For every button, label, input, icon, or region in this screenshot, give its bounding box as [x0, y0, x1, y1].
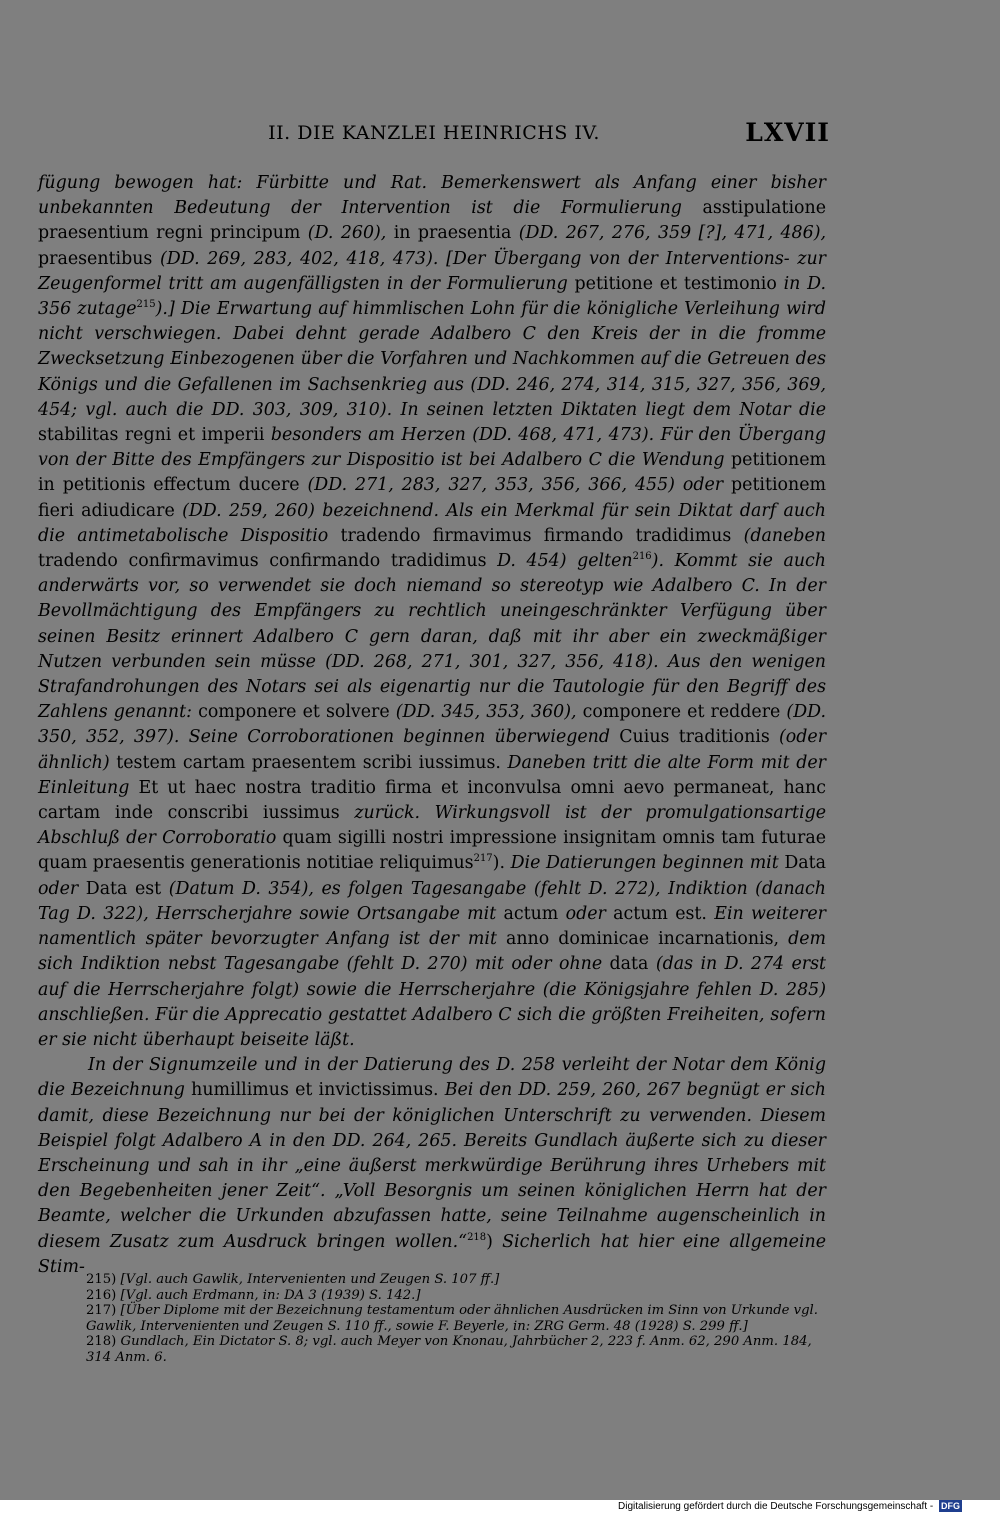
- footnote-number: 217): [86, 1303, 117, 1318]
- text-run-roman: quam sigilli nostri impressione insignitam omnis tam futurae quam praesentis generationis notitiae reliquimus: [38, 828, 826, 874]
- text-run-roman: data: [609, 954, 656, 975]
- text-run-italic: (DD. 259, 260) bezeichnend. Als ein Merkmal für sein Diktat darf auch die antimetabolische Dispositio: [38, 500, 826, 546]
- footnote-218: [86, 1334, 826, 1365]
- text-run-roman: actum: [503, 903, 566, 924]
- page-header: [38, 118, 830, 150]
- text-run-roman: Et ut haec nostra traditio firma et inconvulsa omni aevo permaneat, hanc cartam inde conscribi iussimus: [38, 777, 826, 824]
- footnote-text: Gundlach, Ein Dictator S. 8; vgl. auch Meyer von Knonau, Jahrbücher 2, 223 f. Anm. 62, 290 Anm. 184, 314 Anm. 6.: [86, 1334, 812, 1365]
- running-title: II. DIE KANZLEI HEINRICHS IV.: [268, 122, 600, 144]
- text-run-roman: anno dominicae incarnationis,: [505, 929, 789, 950]
- text-run-italic: (DD. 345, 353, 360),: [395, 702, 577, 723]
- dfg-logo: DFG: [941, 1501, 960, 1511]
- text-run-italic: (oder ähnlich): [38, 727, 827, 773]
- digitization-credit: [618, 1500, 962, 1514]
- text-run-italic: in D. 356 zutage: [38, 273, 826, 320]
- text-run-roman: ).: [492, 853, 511, 874]
- text-run-roman: Data est: [85, 878, 169, 899]
- paragraph-1: [38, 171, 826, 1053]
- footnote-number: 215): [86, 1272, 117, 1287]
- page-number: LXVII: [745, 118, 830, 147]
- footnote-text: [Vgl. auch Erdmann, in: DA 3 (1939) S. 142.]: [120, 1287, 421, 1303]
- text-run-roman: petitionem fieri adiudicare: [38, 475, 826, 521]
- text-run-italic: D. 454) gelten: [497, 551, 633, 572]
- text-run-italic: (DD. 350, 352, 397). Seine Corroborationen beginnen überwiegend: [38, 702, 826, 748]
- text-run-roman: componere et solvere: [198, 702, 396, 723]
- text-run-roman: humillimus et invictissimus.: [191, 1080, 445, 1101]
- text-run-italic: ). Kommt sie auch anderwärts vor, so verwendet sie doch niemand so stereotyp wie Adalbero C. In der Bevollmächtigung des Empfängers zu rechtlich uneingeschränkter Verfügung über seinen Besitz erinnert Adalbero C gern daran, daß mit ihr aber ein zweckmäßiger Nutzen verbunden sein müsse (DD. 268, 271, 301, 327, 356, 418). Aus den wenigen Strafandrohungen des Notars sei als eigenartig nur die Tautologie für den Begriff des Zahlens genannt:: [38, 551, 826, 723]
- footnote-ref: 218: [467, 1231, 487, 1243]
- text-run-italic: (Datum D. 354), es folgen Tagesangabe (fehlt D. 272), Indiktion (danach Tag D. 322), Herrscherjahre sowie Ortsangabe mit: [38, 878, 826, 924]
- text-run-roman: stabilitas regni et imperii: [38, 425, 271, 446]
- footnote-text: [Über Diplome mit der Bezeichnung testamentum oder ähnlichen Ausdrücken im Sinn von Urkunde vgl. Gawlik, Intervenienten und Zeugen S. 110 ff., sowie F. Beyerle, in: ZRG Germ. 48 (1928) S. 299 ff.]: [86, 1303, 818, 1334]
- footnote-ref: 217: [473, 853, 493, 865]
- body-text: [38, 171, 826, 1280]
- text-run-italic: Ein weiterer namentlich später bevorzugter Anfang ist der mit: [38, 903, 826, 950]
- text-run-roman: Data: [784, 853, 827, 874]
- text-run-roman: petitionem in petitionis effectum ducere: [38, 450, 826, 496]
- footnotes: [86, 1272, 826, 1365]
- text-run-italic: In der Signumzeile und in der Datierung des D. 258 verleiht der Notar dem König die Bezeichnung: [38, 1055, 826, 1101]
- text-run-italic: zurück. Wirkungsvoll ist der promulgationsartige Abschluß der Corroboratio: [38, 803, 826, 849]
- text-run-italic: Die Datierungen beginnen mit: [510, 853, 785, 874]
- text-run-roman: in praesentia: [386, 223, 519, 244]
- text-run-roman: componere et reddere: [576, 702, 787, 723]
- credit-text: Digitalisierung gefördert durch die Deutsche Forschungsgemeinschaft -: [618, 1501, 934, 1512]
- text-run-italic: (DD. 269, 283, 402, 418, 473). [Der Übergang von der Interventions- zur Zeugenformel tritt am augenfälligsten in der Formulierung: [38, 248, 826, 294]
- text-run-roman: ): [486, 1231, 503, 1252]
- text-run-roman: actum est.: [613, 903, 715, 924]
- text-run-italic: fügung bewogen hat: Fürbitte und Rat. Bemerkenswert als Anfang einer bisher unbekannten Bedeutung der Intervention ist die Formulierung: [38, 173, 826, 219]
- footnote-number: 218): [86, 1334, 117, 1349]
- text-run-italic: (DD. 267, 276, 359 [?], 471, 486),: [518, 223, 827, 244]
- text-run-roman: petitione et testimonio: [574, 273, 784, 294]
- paragraph-2: [38, 1053, 826, 1280]
- footnote-217: [86, 1303, 826, 1334]
- footnote-ref: 215: [136, 299, 156, 311]
- footnote-215: [86, 1272, 826, 1288]
- text-run-italic: Daneben tritt die alte Form mit der Einleitung: [38, 752, 826, 798]
- text-run-italic: (D. 260),: [307, 223, 387, 244]
- text-run-italic: (das in D. 274 erst auf die Herrscherjahre folgt) sowie die Herrscherjahre (die Königsjahre fehlen D. 285) anschließen. Für die Apprecatio gestattet Adalbero C sich die größten Freiheiten, sofern er sie nicht überhaupt beiseite läßt.: [38, 954, 826, 1050]
- text-run-italic: (daneben: [743, 525, 827, 546]
- footnote-text: [Vgl. auch Gawlik, Intervenienten und Zeugen S. 107 ff.]: [120, 1272, 500, 1287]
- text-run-italic: Sicherlich hat hier eine allgemeine Stim-: [38, 1231, 827, 1277]
- text-run-roman: tradendo firmavimus firmando tradidimus: [340, 525, 744, 546]
- footnote-ref: 216: [632, 551, 652, 563]
- footnote-number: 216): [86, 1287, 117, 1303]
- text-run-italic: Bei den DD. 259, 260, 267 begnügt er sich damit, diese Bezeichnung nur bei der königlichen Unterschrift zu verwenden. Diesem Beispiel folgt Adalbero A in den DD. 264, 265. Bereits Gundlach äußerte sich zu dieser Erscheinung und sah in ihr „eine äußerst merkwürdige Berührung ihres Urhebers mit den Begebenheiten jener Zeit“. „Voll Besorgnis um seinen königlichen Herrn hat der Beamte, welcher die Urkunden abzufassen hatte, seine Teilnahme augenscheinlich in diesem Zusatz zum Ausdruck bringen wollen.“: [38, 1080, 826, 1252]
- text-run-roman: asstipulatione praesentium regni principum: [38, 198, 826, 244]
- text-run-roman: praesentibus: [38, 248, 161, 269]
- text-run-italic: oder: [565, 903, 614, 924]
- text-run-italic: ).] Die Erwartung auf himmlischen Lohn für die königliche Verleihung wird nicht verschwiegen. Dabei dehnt gerade Adalbero C den Kreis der in die fromme Zwecksetzung Einbezogenen über die Vorfahren und Nachkommen auf die Getreuen des Königs und die Gefallenen im Sachsenkrieg aus (DD. 246, 274, 314, 315, 327, 356, 369, 454; vgl. auch die DD. 303, 309, 310). In seinen letzten Diktaten liegt dem Notar die: [38, 299, 826, 420]
- text-run-roman: tradendo confirmavimus confirmando tradidimus: [38, 551, 498, 572]
- footnote-216: [86, 1288, 826, 1304]
- text-run-roman: testem cartam praesentem scribi iussimus.: [116, 752, 508, 773]
- text-run-italic: (DD. 271, 283, 327, 353, 356, 366, 455) oder: [307, 475, 732, 496]
- text-run-italic: oder: [38, 878, 86, 899]
- text-run-roman: Cuius traditionis: [619, 727, 780, 748]
- text-run-italic: besonders am Herzen (DD. 468, 471, 473). Für den Übergang von der Bitte des Empfängers zur Dispositio ist bei Adalbero C die Wendung: [38, 425, 826, 471]
- text-run-italic: dem sich Indiktion nebst Tagesangabe (fehlt D. 270) mit oder ohne: [38, 929, 826, 975]
